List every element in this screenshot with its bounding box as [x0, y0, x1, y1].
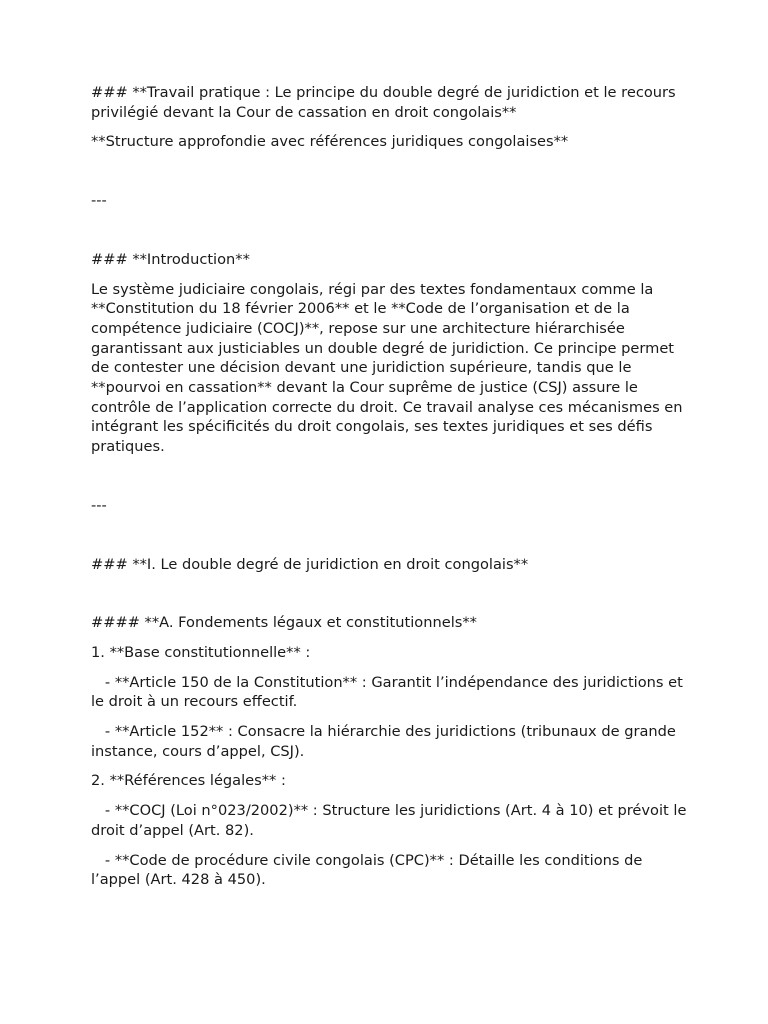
section-heading: ### **I. Le double degré de juridiction en droit congolais** [91, 555, 529, 573]
list-subitem: - **Article 150 de la Constitution** : Garantit l’indépendance des juridictions et le droit à un recours effectif. [91, 673, 688, 711]
subsection-heading: #### **A. Fondements légaux et constitutionnels** [91, 614, 477, 632]
list-item: 1. **Base constitutionnelle** : [91, 643, 311, 661]
introduction-paragraph: Le système judiciaire congolais, régi par des textes fondamentaux comme la **Constitution du 18 février 2006** et le **Code de l’organisation et de la compétence judiciaire (COCJ)**, repose sur une architecture hiérarchisée garantissant aux justiciables un double degré de juridiction. Ce principe permet de contester une décision devant une juridiction supérieure, tandis que le **pourvoi en cassation** devant la Cour suprême de justice (CSJ) assure le contrôle de l’application correcte du droit. Ce travail analyse ces mécanismes en intégrant les spécificités du droit congolais, ses textes juridiques et ses défis pratiques. [91, 280, 688, 456]
document-page [91, 83, 691, 890]
list-subitem: - **Article 152** : Consacre la hiérarchie des juridictions (tribunaux de grande instance, cours d’appel, CSJ). [91, 723, 681, 760]
separator: --- [91, 192, 107, 210]
list-subitem: - **Code de procédure civile congolais (CPC)** : Détaille les conditions de l’appel (Art. 428 à 450). [91, 851, 648, 889]
list-subitem: - **COCJ (Loi n°023/2002)** : Structure les juridictions (Art. 4 à 10) et prévoit le droit d’appel (Art. 82). [91, 802, 692, 839]
document-title: ### **Travail pratique : Le principe du double degré de juridiction et le recours privilégié devant la Cour de cassation en droit congolais** [91, 84, 681, 121]
document-subtitle: **Structure approfondie avec références juridiques congolaises** [91, 133, 569, 151]
list-item: 2. **Références légales** : [91, 772, 286, 790]
separator: --- [91, 496, 107, 514]
introduction-heading: ### **Introduction** [91, 250, 250, 268]
